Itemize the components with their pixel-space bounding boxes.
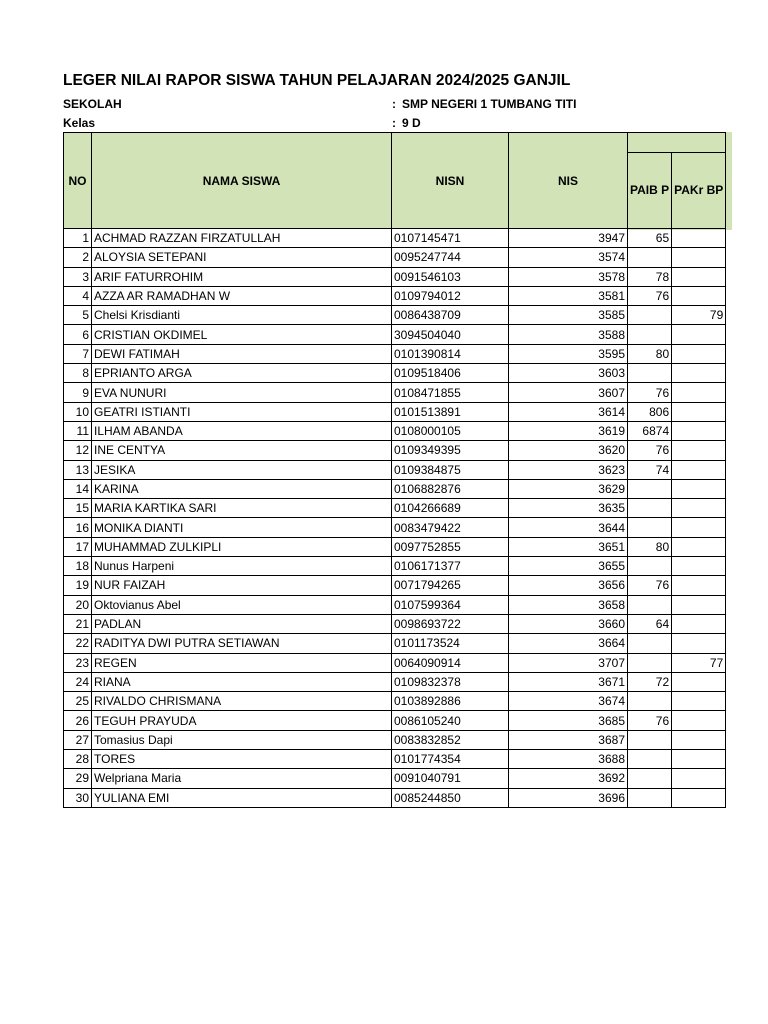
student-nis: 3688 <box>509 750 628 769</box>
table-row <box>64 229 726 248</box>
student-name: Nunus Harpeni <box>92 557 392 576</box>
table-row <box>64 576 726 595</box>
score-pakrbp <box>672 421 726 440</box>
row-number: 4 <box>64 286 92 305</box>
score-pakrbp <box>672 518 726 537</box>
row-number: 17 <box>64 537 92 556</box>
table-row <box>64 479 726 498</box>
student-name: JESIKA <box>92 460 392 479</box>
header-name: NAMA SISWA <box>92 133 392 229</box>
score-paibp <box>628 788 672 807</box>
score-paibp: 76 <box>628 286 672 305</box>
row-number: 30 <box>64 788 92 807</box>
student-nis: 3620 <box>509 441 628 460</box>
score-pakrbp <box>672 383 726 402</box>
student-name: ACHMAD RAZZAN FIRZATULLAH <box>92 229 392 248</box>
header-paibp: PAIB P <box>628 153 672 229</box>
student-name: ARIF FATURROHIM <box>92 267 392 286</box>
score-pakrbp <box>672 499 726 518</box>
student-name: GEATRI ISTIANTI <box>92 402 392 421</box>
score-pakrbp <box>672 788 726 807</box>
score-paibp <box>628 750 672 769</box>
student-nis: 3588 <box>509 325 628 344</box>
student-name: AZZA AR RAMADHAN W <box>92 286 392 305</box>
school-label: SEKOLAH <box>63 97 122 111</box>
student-nis: 3574 <box>509 248 628 267</box>
student-nisn: 0107599364 <box>392 595 509 614</box>
student-nisn: 0101390814 <box>392 344 509 363</box>
row-number: 20 <box>64 595 92 614</box>
student-nis: 3655 <box>509 557 628 576</box>
score-pakrbp <box>672 441 726 460</box>
score-paibp: 78 <box>628 267 672 286</box>
row-number: 9 <box>64 383 92 402</box>
student-nisn: 0085244850 <box>392 788 509 807</box>
student-nisn: 0109518406 <box>392 364 509 383</box>
student-nis: 3687 <box>509 730 628 749</box>
table-row <box>64 460 726 479</box>
table-row <box>64 402 726 421</box>
table-row <box>64 364 726 383</box>
student-nis: 3671 <box>509 672 628 691</box>
student-nis: 3614 <box>509 402 628 421</box>
student-nisn: 0083832852 <box>392 730 509 749</box>
student-nis: 3619 <box>509 421 628 440</box>
student-nis: 3664 <box>509 634 628 653</box>
row-number: 22 <box>64 634 92 653</box>
student-name: CRISTIAN OKDIMEL <box>92 325 392 344</box>
row-number: 16 <box>64 518 92 537</box>
score-pakrbp <box>672 595 726 614</box>
student-nis: 3629 <box>509 479 628 498</box>
score-paibp <box>628 634 672 653</box>
student-name: NUR FAIZAH <box>92 576 392 595</box>
student-name: RIANA <box>92 672 392 691</box>
score-pakrbp <box>672 267 726 286</box>
table-row <box>64 325 726 344</box>
student-name: EVA NUNURI <box>92 383 392 402</box>
student-nisn: 0097752855 <box>392 537 509 556</box>
row-number: 6 <box>64 325 92 344</box>
score-pakrbp <box>672 634 726 653</box>
score-paibp <box>628 692 672 711</box>
student-nisn: 0083479422 <box>392 518 509 537</box>
student-nis: 3658 <box>509 595 628 614</box>
table-row <box>64 653 726 672</box>
student-nis: 3685 <box>509 711 628 730</box>
student-nis: 3644 <box>509 518 628 537</box>
table-row <box>64 306 726 325</box>
score-pakrbp <box>672 576 726 595</box>
score-paibp <box>628 499 672 518</box>
score-pakrbp <box>672 730 726 749</box>
score-paibp <box>628 248 672 267</box>
score-paibp: 76 <box>628 383 672 402</box>
student-name: TORES <box>92 750 392 769</box>
student-name: Welpriana Maria <box>92 769 392 788</box>
header-nisn: NISN <box>392 133 509 229</box>
table-row <box>64 383 726 402</box>
score-paibp <box>628 364 672 383</box>
student-nisn: 0064090914 <box>392 653 509 672</box>
row-number: 28 <box>64 750 92 769</box>
table-row <box>64 344 726 363</box>
student-nis: 3578 <box>509 267 628 286</box>
row-number: 19 <box>64 576 92 595</box>
student-nis: 3696 <box>509 788 628 807</box>
header-nis: NIS <box>509 133 628 229</box>
table-row <box>64 730 726 749</box>
student-nisn: 0101173524 <box>392 634 509 653</box>
score-paibp: 65 <box>628 229 672 248</box>
row-number: 13 <box>64 460 92 479</box>
student-nisn: 0086438709 <box>392 306 509 325</box>
score-pakrbp <box>672 325 726 344</box>
score-pakrbp <box>672 286 726 305</box>
row-number: 26 <box>64 711 92 730</box>
row-number: 7 <box>64 344 92 363</box>
student-name: RADITYA DWI PUTRA SETIAWAN <box>92 634 392 653</box>
score-pakrbp <box>672 248 726 267</box>
score-pakrbp <box>672 672 726 691</box>
header-pakrbp: PAKr BP <box>672 153 726 229</box>
student-nisn: 0071794265 <box>392 576 509 595</box>
student-nisn: 0091040791 <box>392 769 509 788</box>
score-paibp <box>628 325 672 344</box>
student-nisn: 0106171377 <box>392 557 509 576</box>
table-row <box>64 634 726 653</box>
score-paibp: 64 <box>628 614 672 633</box>
student-name: KARINA <box>92 479 392 498</box>
table-row <box>64 267 726 286</box>
student-nis: 3674 <box>509 692 628 711</box>
header-no: NO <box>64 133 92 229</box>
student-nisn: 0108471855 <box>392 383 509 402</box>
student-name: Oktovianus Abel <box>92 595 392 614</box>
student-nisn: 0109384875 <box>392 460 509 479</box>
score-paibp <box>628 653 672 672</box>
header-subject-group <box>628 133 726 153</box>
student-name: MUHAMMAD ZULKIPLI <box>92 537 392 556</box>
student-nisn: 0098693722 <box>392 614 509 633</box>
row-number: 23 <box>64 653 92 672</box>
student-nis: 3607 <box>509 383 628 402</box>
student-name: Tomasius Dapi <box>92 730 392 749</box>
row-number: 12 <box>64 441 92 460</box>
table-row <box>64 537 726 556</box>
row-number: 8 <box>64 364 92 383</box>
student-nis: 3651 <box>509 537 628 556</box>
score-paibp: 76 <box>628 576 672 595</box>
score-paibp <box>628 769 672 788</box>
student-name: RIVALDO CHRISMANA <box>92 692 392 711</box>
score-pakrbp <box>672 750 726 769</box>
score-paibp <box>628 479 672 498</box>
student-nisn: 0106882876 <box>392 479 509 498</box>
score-paibp: 806 <box>628 402 672 421</box>
score-paibp: 76 <box>628 711 672 730</box>
score-paibp: 80 <box>628 537 672 556</box>
school-value: SMP NEGERI 1 TUMBANG TITI <box>402 97 577 111</box>
score-paibp <box>628 595 672 614</box>
row-number: 3 <box>64 267 92 286</box>
row-number: 2 <box>64 248 92 267</box>
student-nis: 3707 <box>509 653 628 672</box>
score-pakrbp <box>672 537 726 556</box>
student-name: DEWI FATIMAH <box>92 344 392 363</box>
student-nis: 3656 <box>509 576 628 595</box>
student-nisn: 0107145471 <box>392 229 509 248</box>
table-row <box>64 595 726 614</box>
score-pakrbp <box>672 229 726 248</box>
score-paibp <box>628 557 672 576</box>
table-row <box>64 286 726 305</box>
table-row <box>64 557 726 576</box>
score-pakrbp <box>672 557 726 576</box>
student-nisn: 0108000105 <box>392 421 509 440</box>
row-number: 24 <box>64 672 92 691</box>
score-pakrbp <box>672 614 726 633</box>
student-name: TEGUH PRAYUDA <box>92 711 392 730</box>
row-number: 10 <box>64 402 92 421</box>
score-paibp: 80 <box>628 344 672 363</box>
student-name: REGEN <box>92 653 392 672</box>
table-row <box>64 672 726 691</box>
student-nis: 3595 <box>509 344 628 363</box>
student-nisn: 0104266689 <box>392 499 509 518</box>
grades-table <box>63 132 726 808</box>
table-row <box>64 499 726 518</box>
row-number: 5 <box>64 306 92 325</box>
score-paibp: 6874 <box>628 421 672 440</box>
student-name: Chelsi Krisdianti <box>92 306 392 325</box>
student-nisn: 0086105240 <box>392 711 509 730</box>
score-paibp: 72 <box>628 672 672 691</box>
table-row <box>64 614 726 633</box>
student-nisn: 0091546103 <box>392 267 509 286</box>
student-nisn: 0109832378 <box>392 672 509 691</box>
table-row <box>64 711 726 730</box>
student-nis: 3581 <box>509 286 628 305</box>
student-nis: 3603 <box>509 364 628 383</box>
student-name: MARIA KARTIKA SARI <box>92 499 392 518</box>
school-colon: : <box>392 97 396 111</box>
score-paibp: 74 <box>628 460 672 479</box>
student-name: ILHAM ABANDA <box>92 421 392 440</box>
row-number: 11 <box>64 421 92 440</box>
score-paibp <box>628 518 672 537</box>
page-title: LEGER NILAI RAPOR SISWA TAHUN PELAJARAN 2024/2025 GANJIL <box>63 72 571 89</box>
table-row <box>64 788 726 807</box>
row-number: 14 <box>64 479 92 498</box>
table-row <box>64 518 726 537</box>
student-name: MONIKA DIANTI <box>92 518 392 537</box>
row-number: 15 <box>64 499 92 518</box>
score-pakrbp <box>672 479 726 498</box>
score-paibp: 76 <box>628 441 672 460</box>
score-pakrbp <box>672 460 726 479</box>
row-number: 1 <box>64 229 92 248</box>
student-nis: 3947 <box>509 229 628 248</box>
row-number: 21 <box>64 614 92 633</box>
student-nis: 3623 <box>509 460 628 479</box>
table-row <box>64 769 726 788</box>
score-pakrbp <box>672 711 726 730</box>
score-pakrbp <box>672 769 726 788</box>
score-pakrbp <box>672 402 726 421</box>
student-name: ALOYSIA SETEPANI <box>92 248 392 267</box>
student-nis: 3692 <box>509 769 628 788</box>
student-name: PADLAN <box>92 614 392 633</box>
student-nisn: 0101513891 <box>392 402 509 421</box>
class-value: 9 D <box>402 116 421 130</box>
score-pakrbp: 77 <box>672 653 726 672</box>
student-nisn: 3094504040 <box>392 325 509 344</box>
student-name: INE CENTYA <box>92 441 392 460</box>
student-rows <box>64 229 726 808</box>
student-nisn: 0109794012 <box>392 286 509 305</box>
score-pakrbp <box>672 364 726 383</box>
table-row <box>64 421 726 440</box>
score-pakrbp: 79 <box>672 306 726 325</box>
student-nisn: 0109349395 <box>392 441 509 460</box>
score-pakrbp <box>672 692 726 711</box>
student-nis: 3585 <box>509 306 628 325</box>
student-nis: 3635 <box>509 499 628 518</box>
table-row <box>64 248 726 267</box>
class-label: Kelas <box>63 116 96 130</box>
class-colon: : <box>392 116 396 130</box>
student-nisn: 0095247744 <box>392 248 509 267</box>
row-number: 25 <box>64 692 92 711</box>
student-name: EPRIANTO ARGA <box>92 364 392 383</box>
student-nis: 3660 <box>509 614 628 633</box>
student-nisn: 0101774354 <box>392 750 509 769</box>
row-number: 27 <box>64 730 92 749</box>
score-paibp <box>628 730 672 749</box>
table-row <box>64 441 726 460</box>
student-name: YULIANA EMI <box>92 788 392 807</box>
table-row <box>64 692 726 711</box>
table-row <box>64 750 726 769</box>
row-number: 18 <box>64 557 92 576</box>
row-number: 29 <box>64 769 92 788</box>
student-nisn: 0103892886 <box>392 692 509 711</box>
score-paibp <box>628 306 672 325</box>
score-pakrbp <box>672 344 726 363</box>
